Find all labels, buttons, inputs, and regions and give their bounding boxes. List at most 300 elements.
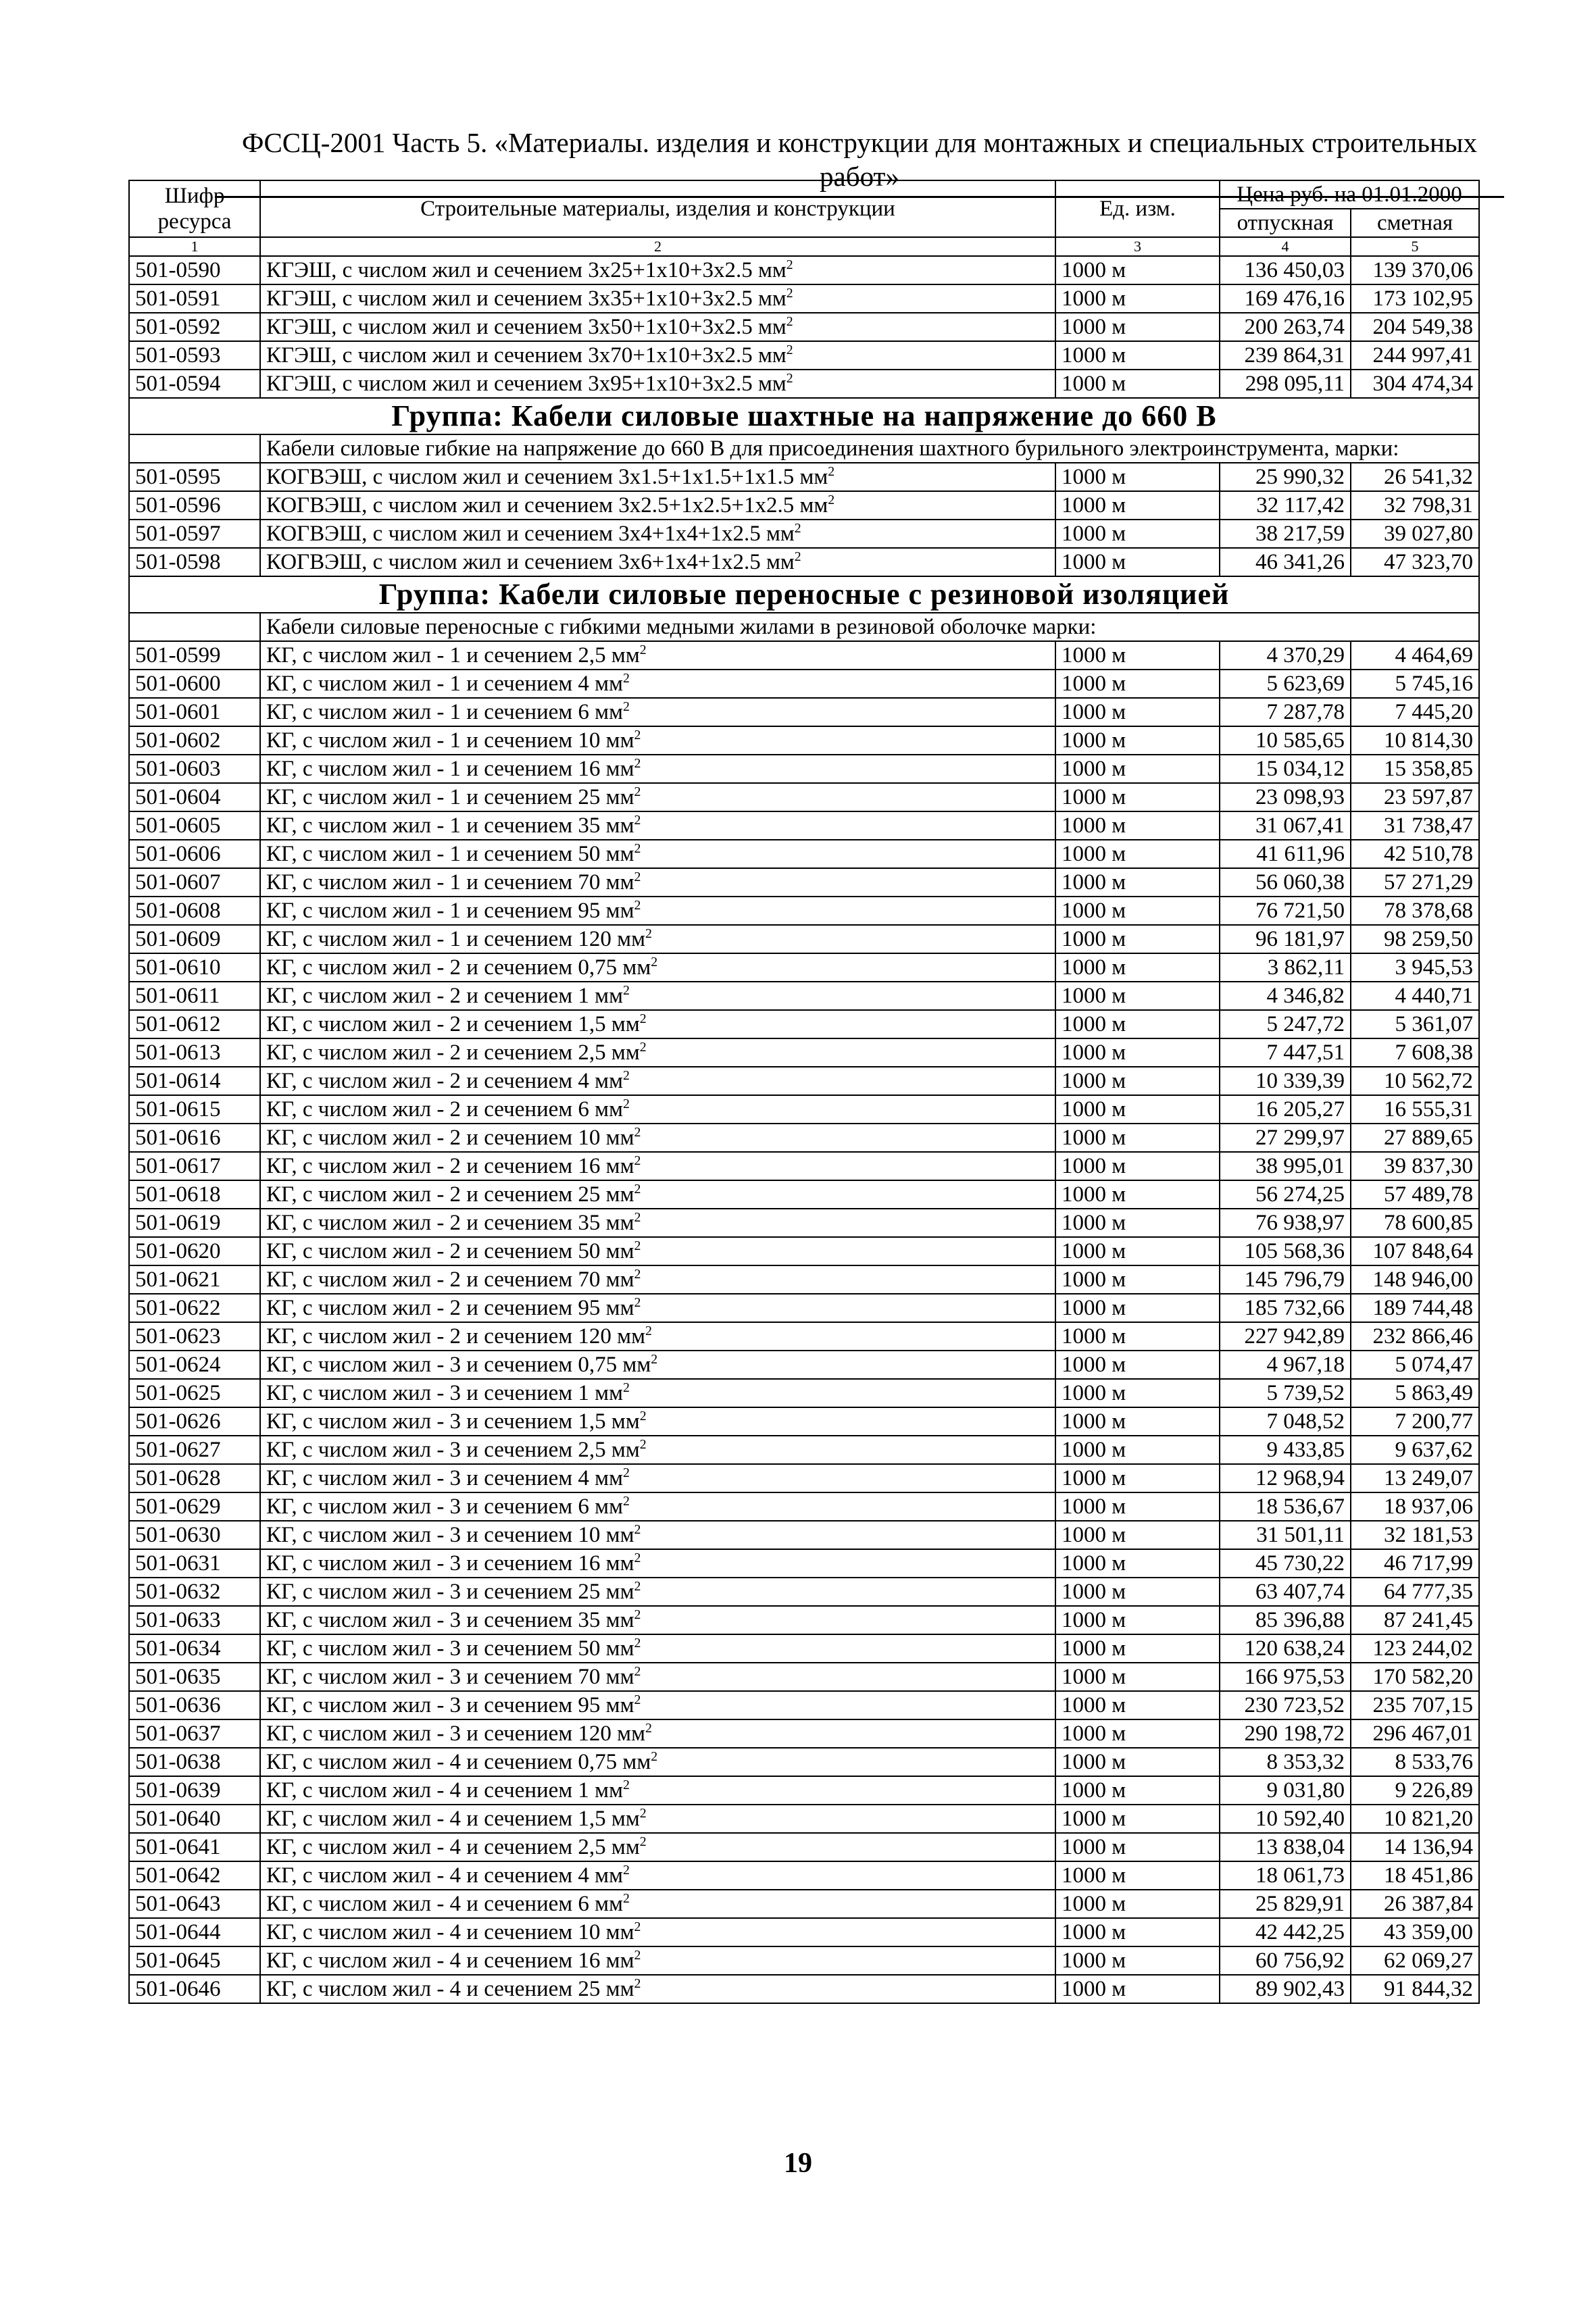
estimate-price: 87 241,45 [1351, 1606, 1479, 1634]
table-row [129, 1521, 1479, 1549]
resource-code: 501-0604 [129, 783, 260, 811]
release-price: 16 205,27 [1220, 1095, 1351, 1124]
release-price: 230 723,52 [1220, 1691, 1351, 1719]
section-kogvesh [129, 463, 1479, 576]
release-price: 89 902,43 [1220, 1975, 1351, 2003]
material-name: КГ, с числом жил - 3 и сечением 10 $мм^2$ [260, 1521, 1055, 1549]
unit: 1000 м [1055, 1010, 1220, 1038]
material-name: КГ, с числом жил - 1 и сечением 95 $мм^2$ [260, 897, 1055, 925]
unit: 1000 м [1055, 783, 1220, 811]
unit: 1000 м [1055, 1294, 1220, 1322]
unit: 1000 м [1055, 1691, 1220, 1719]
material-name: КГ, с числом жил - 4 и сечением 16 $мм^2$ [260, 1946, 1055, 1975]
estimate-price: 244 997,41 [1351, 341, 1479, 370]
superscript: 2 [622, 1494, 630, 1509]
estimate-price: 57 271,29 [1351, 868, 1479, 897]
unit: 1000 м [1055, 953, 1220, 982]
estimate-price: 189 744,48 [1351, 1294, 1479, 1322]
unit: 1000 м [1055, 1038, 1220, 1067]
table-row [129, 1209, 1479, 1237]
release-price: 4 967,18 [1220, 1351, 1351, 1379]
table-row [129, 783, 1479, 811]
unit: 1000 м [1055, 670, 1220, 698]
resource-code: 501-0602 [129, 726, 260, 755]
description-spacer [129, 434, 260, 463]
release-price: 32 117,42 [1220, 491, 1351, 520]
estimate-price: 78 378,68 [1351, 897, 1479, 925]
table-row [129, 1776, 1479, 1805]
resource-code: 501-0640 [129, 1805, 260, 1833]
material-name: КГ, с числом жил - 2 и сечением 0,75 $мм^2$ [260, 953, 1055, 982]
release-price: 18 061,73 [1220, 1861, 1351, 1890]
superscript: 2 [634, 756, 641, 771]
unit: 1000 м [1055, 256, 1220, 284]
resource-code: 501-0609 [129, 925, 260, 953]
unit: 1000 м [1055, 491, 1220, 520]
estimate-price: 5 361,07 [1351, 1010, 1479, 1038]
table-row [129, 1010, 1479, 1038]
estimate-price: 26 387,84 [1351, 1890, 1479, 1918]
resource-code: 501-0637 [129, 1719, 260, 1748]
group-description: Кабели силовые гибкие на напряжение до 660 В для присоединения шахтного бурильного электроинструмента, марки: [260, 434, 1479, 463]
superscript: 2 [639, 1011, 647, 1026]
release-price: 15 034,12 [1220, 755, 1351, 783]
table-row [129, 1578, 1479, 1606]
page-number: 19 [784, 2148, 812, 2179]
material-name: КГ, с числом жил - 3 и сечением 1 $мм^2$ [260, 1379, 1055, 1407]
superscript: 2 [622, 1778, 630, 1792]
superscript: 2 [634, 728, 641, 743]
release-price: 5 739,52 [1220, 1379, 1351, 1407]
release-price: 185 732,66 [1220, 1294, 1351, 1322]
resource-code: 501-0628 [129, 1464, 260, 1492]
table-row [129, 840, 1479, 868]
unit: 1000 м [1055, 840, 1220, 868]
resource-code: 501-0592 [129, 313, 260, 341]
material-name: КГ, с числом жил - 3 и сечением 2,5 $мм^2$ [260, 1436, 1055, 1464]
resource-code: 501-0619 [129, 1209, 260, 1237]
header-code: Шифр ресурса [129, 180, 260, 237]
release-price: 3 862,11 [1220, 953, 1351, 982]
unit: 1000 м [1055, 1124, 1220, 1152]
table-row [129, 1861, 1479, 1890]
release-price: 63 407,74 [1220, 1578, 1351, 1606]
superscript: 2 [828, 464, 835, 479]
unit: 1000 м [1055, 1890, 1220, 1918]
resource-code: 501-0627 [129, 1436, 260, 1464]
material-name: КГ, с числом жил - 1 и сечением 35 $мм^2$ [260, 811, 1055, 840]
material-name: КГ, с числом жил - 4 и сечением 6 $мм^2$ [260, 1890, 1055, 1918]
release-price: 10 585,65 [1220, 726, 1351, 755]
table-row [129, 1152, 1479, 1180]
superscript: 2 [622, 983, 630, 998]
unit: 1000 м [1055, 370, 1220, 398]
material-name: КГ, с числом жил - 3 и сечением 16 $мм^2$ [260, 1549, 1055, 1578]
table-row [129, 1663, 1479, 1691]
release-price: 166 975,53 [1220, 1663, 1351, 1691]
material-name: КГ, с числом жил - 4 и сечением 2,5 $мм^2$ [260, 1833, 1055, 1861]
superscript: 2 [622, 1863, 630, 1878]
material-name: КГ, с числом жил - 1 и сечением 6 $мм^2$ [260, 698, 1055, 726]
material-name: КГ, с числом жил - 3 и сечением 4 $мм^2$ [260, 1464, 1055, 1492]
release-price: 76 938,97 [1220, 1209, 1351, 1237]
material-name: КГЭШ, с числом жил и сечением 3х25+1х10+3х2.5 $мм^2$ [260, 256, 1055, 284]
unit: 1000 м [1055, 1265, 1220, 1294]
estimate-price: 16 555,31 [1351, 1095, 1479, 1124]
section-kg [129, 641, 1479, 2003]
estimate-price: 57 489,78 [1351, 1180, 1479, 1209]
table-row [129, 1038, 1479, 1067]
release-price: 56 060,38 [1220, 868, 1351, 897]
estimate-price: 10 821,20 [1351, 1805, 1479, 1833]
unit: 1000 м [1055, 811, 1220, 840]
superscript: 2 [634, 1125, 641, 1140]
material-name: КГ, с числом жил - 2 и сечением 70 $мм^2$ [260, 1265, 1055, 1294]
release-price: 4 346,82 [1220, 982, 1351, 1010]
release-price: 42 442,25 [1220, 1918, 1351, 1946]
header-price: Цена руб. на 01.01.2000 [1220, 180, 1479, 209]
table-row [129, 641, 1479, 670]
release-price: 25 829,91 [1220, 1890, 1351, 1918]
unit: 1000 м [1055, 1379, 1220, 1407]
material-name: КГ, с числом жил - 4 и сечением 10 $мм^2$ [260, 1918, 1055, 1946]
unit: 1000 м [1055, 755, 1220, 783]
table-row [129, 726, 1479, 755]
unit: 1000 м [1055, 1776, 1220, 1805]
unit: 1000 м [1055, 897, 1220, 925]
resource-code: 501-0590 [129, 256, 260, 284]
resource-code: 501-0617 [129, 1152, 260, 1180]
resource-code: 501-0639 [129, 1776, 260, 1805]
table-row [129, 953, 1479, 982]
superscript: 2 [634, 1579, 641, 1594]
estimate-price: 7 445,20 [1351, 698, 1479, 726]
unit: 1000 м [1055, 1833, 1220, 1861]
superscript: 2 [622, 1068, 630, 1083]
estimate-price: 5 863,49 [1351, 1379, 1479, 1407]
table-row [129, 1095, 1479, 1124]
release-price: 5 247,72 [1220, 1010, 1351, 1038]
release-price: 85 396,88 [1220, 1606, 1351, 1634]
resource-code: 501-0608 [129, 897, 260, 925]
material-name: КГ, с числом жил - 3 и сечением 95 $мм^2$ [260, 1691, 1055, 1719]
table-row [129, 1124, 1479, 1152]
superscript: 2 [639, 643, 647, 657]
release-price: 46 341,26 [1220, 548, 1351, 576]
resource-code: 501-0638 [129, 1748, 260, 1776]
material-name: КГ, с числом жил - 1 и сечением 50 $мм^2$ [260, 840, 1055, 868]
column-number: 2 [260, 237, 1055, 256]
header-estimate: сметная [1351, 209, 1479, 237]
material-name: КГ, с числом жил - 4 и сечением 25 $мм^2$ [260, 1975, 1055, 2003]
unit: 1000 м [1055, 284, 1220, 313]
resource-code: 501-0612 [129, 1010, 260, 1038]
unit: 1000 м [1055, 1663, 1220, 1691]
group-description: Кабели силовые переносные с гибкими медными жилами в резиновой оболочке марки: [260, 613, 1479, 641]
release-price: 12 968,94 [1220, 1464, 1351, 1492]
resource-code: 501-0614 [129, 1067, 260, 1095]
resource-code: 501-0591 [129, 284, 260, 313]
superscript: 2 [622, 1097, 630, 1111]
superscript: 2 [634, 1551, 641, 1565]
table-row [129, 811, 1479, 840]
resource-code: 501-0615 [129, 1095, 260, 1124]
material-name: КГ, с числом жил - 3 и сечением 0,75 $мм^2$ [260, 1351, 1055, 1379]
estimate-price: 18 937,06 [1351, 1492, 1479, 1521]
release-price: 13 838,04 [1220, 1833, 1351, 1861]
estimate-price: 27 889,65 [1351, 1124, 1479, 1152]
release-price: 290 198,72 [1220, 1719, 1351, 1748]
material-name: КГ, с числом жил - 1 и сечением 16 $мм^2$ [260, 755, 1055, 783]
resource-code: 501-0641 [129, 1833, 260, 1861]
estimate-price: 148 946,00 [1351, 1265, 1479, 1294]
material-name: КГ, с числом жил - 4 и сечением 0,75 $мм^2$ [260, 1748, 1055, 1776]
release-price: 105 568,36 [1220, 1237, 1351, 1265]
resource-code: 501-0605 [129, 811, 260, 840]
resource-code: 501-0595 [129, 463, 260, 491]
table-row [129, 1407, 1479, 1436]
superscript: 2 [786, 286, 793, 301]
superscript: 2 [786, 257, 793, 272]
table-row [129, 1464, 1479, 1492]
superscript: 2 [651, 1352, 658, 1367]
table-row [129, 1975, 1479, 2003]
material-name: КГЭШ, с числом жил и сечением 3х35+1х10+3х2.5 $мм^2$ [260, 284, 1055, 313]
superscript: 2 [786, 343, 793, 357]
table-row [129, 1265, 1479, 1294]
material-name: КОГВЭШ, с числом жил и сечением 3х1.5+1х1.5+1х1.5 $мм^2$ [260, 463, 1055, 491]
table-row [129, 1634, 1479, 1663]
release-price: 38 995,01 [1220, 1152, 1351, 1180]
resource-code: 501-0630 [129, 1521, 260, 1549]
table-row [129, 868, 1479, 897]
table-row [129, 1691, 1479, 1719]
unit: 1000 м [1055, 548, 1220, 576]
release-price: 9 031,80 [1220, 1776, 1351, 1805]
estimate-price: 123 244,02 [1351, 1634, 1479, 1663]
superscript: 2 [634, 1948, 641, 1963]
resource-code: 501-0593 [129, 341, 260, 370]
unit: 1000 м [1055, 1861, 1220, 1890]
unit: 1000 м [1055, 1237, 1220, 1265]
price-table [128, 180, 1480, 2004]
unit: 1000 м [1055, 1095, 1220, 1124]
superscript: 2 [645, 926, 652, 941]
resource-code: 501-0633 [129, 1606, 260, 1634]
resource-code: 501-0610 [129, 953, 260, 982]
material-name: КГ, с числом жил - 2 и сечением 2,5 $мм^2$ [260, 1038, 1055, 1067]
release-price: 7 287,78 [1220, 698, 1351, 726]
material-name: КГ, с числом жил - 1 и сечением 70 $мм^2$ [260, 868, 1055, 897]
estimate-price: 9 637,62 [1351, 1436, 1479, 1464]
release-price: 7 048,52 [1220, 1407, 1351, 1436]
estimate-price: 13 249,07 [1351, 1464, 1479, 1492]
superscript: 2 [634, 1267, 641, 1282]
superscript: 2 [634, 1692, 641, 1707]
table-row [129, 1180, 1479, 1209]
unit: 1000 м [1055, 1946, 1220, 1975]
resource-code: 501-0620 [129, 1237, 260, 1265]
table-row [129, 1549, 1479, 1578]
resource-code: 501-0629 [129, 1492, 260, 1521]
table-row [129, 1492, 1479, 1521]
estimate-price: 42 510,78 [1351, 840, 1479, 868]
release-price: 31 067,41 [1220, 811, 1351, 840]
release-price: 298 095,11 [1220, 370, 1351, 398]
material-name: КГЭШ, с числом жил и сечением 3х50+1х10+3х2.5 $мм^2$ [260, 313, 1055, 341]
resource-code: 501-0635 [129, 1663, 260, 1691]
unit: 1000 м [1055, 1634, 1220, 1663]
estimate-price: 7 608,38 [1351, 1038, 1479, 1067]
table-row [129, 1436, 1479, 1464]
material-name: КГ, с числом жил - 3 и сечением 6 $мм^2$ [260, 1492, 1055, 1521]
release-price: 31 501,11 [1220, 1521, 1351, 1549]
superscript: 2 [634, 1153, 641, 1168]
material-name: КГ, с числом жил - 2 и сечением 6 $мм^2$ [260, 1095, 1055, 1124]
header-name: Строительные материалы, изделия и конструкции [260, 180, 1055, 237]
table-row [129, 1833, 1479, 1861]
resource-code: 501-0613 [129, 1038, 260, 1067]
estimate-price: 46 717,99 [1351, 1549, 1479, 1578]
group-portable-cables [129, 576, 1479, 641]
release-price: 227 942,89 [1220, 1322, 1351, 1351]
material-name: КГ, с числом жил - 2 и сечением 50 $мм^2$ [260, 1237, 1055, 1265]
estimate-price: 232 866,46 [1351, 1322, 1479, 1351]
estimate-price: 5 745,16 [1351, 670, 1479, 698]
estimate-price: 10 814,30 [1351, 726, 1479, 755]
material-name: КГЭШ, с числом жил и сечением 3х95+1х10+3х2.5 $мм^2$ [260, 370, 1055, 398]
unit: 1000 м [1055, 1322, 1220, 1351]
estimate-price: 32 181,53 [1351, 1521, 1479, 1549]
release-price: 145 796,79 [1220, 1265, 1351, 1294]
estimate-price: 43 359,00 [1351, 1918, 1479, 1946]
table-row [129, 698, 1479, 726]
table-row [129, 370, 1479, 398]
release-price: 25 990,32 [1220, 463, 1351, 491]
unit: 1000 м [1055, 1407, 1220, 1436]
column-number: 4 [1220, 237, 1351, 256]
table-row [129, 1918, 1479, 1946]
table-row [129, 1719, 1479, 1748]
material-name: КГ, с числом жил - 2 и сечением 35 $мм^2$ [260, 1209, 1055, 1237]
material-name: КГ, с числом жил - 2 и сечением 16 $мм^2$ [260, 1152, 1055, 1180]
resource-code: 501-0636 [129, 1691, 260, 1719]
estimate-price: 78 600,85 [1351, 1209, 1479, 1237]
table-row [129, 520, 1479, 548]
resource-code: 501-0626 [129, 1407, 260, 1436]
estimate-price: 62 069,27 [1351, 1946, 1479, 1975]
release-price: 200 263,74 [1220, 313, 1351, 341]
release-price: 96 181,97 [1220, 925, 1351, 953]
table-row [129, 670, 1479, 698]
column-number: 1 [129, 237, 260, 256]
resource-code: 501-0642 [129, 1861, 260, 1890]
resource-code: 501-0597 [129, 520, 260, 548]
material-name: КГ, с числом жил - 1 и сечением 2,5 $мм^2$ [260, 641, 1055, 670]
unit: 1000 м [1055, 1975, 1220, 2003]
superscript: 2 [634, 1976, 641, 1991]
estimate-price: 7 200,77 [1351, 1407, 1479, 1436]
superscript: 2 [634, 1636, 641, 1651]
estimate-price: 139 370,06 [1351, 256, 1479, 284]
superscript: 2 [634, 841, 641, 856]
release-price: 120 638,24 [1220, 1634, 1351, 1663]
material-name: КГ, с числом жил - 2 и сечением 4 $мм^2$ [260, 1067, 1055, 1095]
table-row [129, 548, 1479, 576]
release-price: 8 353,32 [1220, 1748, 1351, 1776]
resource-code: 501-0631 [129, 1549, 260, 1578]
estimate-price: 31 738,47 [1351, 811, 1479, 840]
unit: 1000 м [1055, 1606, 1220, 1634]
superscript: 2 [634, 1522, 641, 1537]
unit: 1000 м [1055, 313, 1220, 341]
column-number: 3 [1055, 237, 1220, 256]
material-name: КОГВЭШ, с числом жил и сечением 3х4+1х4+1х2.5 $мм^2$ [260, 520, 1055, 548]
section-kgesh [129, 256, 1479, 398]
resource-code: 501-0596 [129, 491, 260, 520]
unit: 1000 м [1055, 982, 1220, 1010]
estimate-price: 3 945,53 [1351, 953, 1479, 982]
unit: 1000 м [1055, 1805, 1220, 1833]
material-name: КГ, с числом жил - 1 и сечением 4 $мм^2$ [260, 670, 1055, 698]
resource-code: 501-0644 [129, 1918, 260, 1946]
estimate-price: 10 562,72 [1351, 1067, 1479, 1095]
table-row [129, 925, 1479, 953]
resource-code: 501-0598 [129, 548, 260, 576]
material-name: КГ, с числом жил - 2 и сечением 25 $мм^2$ [260, 1180, 1055, 1209]
release-price: 27 299,97 [1220, 1124, 1351, 1152]
estimate-price: 91 844,32 [1351, 1975, 1479, 2003]
resource-code: 501-0625 [129, 1379, 260, 1407]
unit: 1000 м [1055, 1492, 1220, 1521]
superscript: 2 [634, 1238, 641, 1253]
resource-code: 501-0623 [129, 1322, 260, 1351]
estimate-price: 64 777,35 [1351, 1578, 1479, 1606]
superscript: 2 [639, 1040, 647, 1055]
unit: 1000 м [1055, 726, 1220, 755]
estimate-price: 107 848,64 [1351, 1237, 1479, 1265]
material-name: КГ, с числом жил - 2 и сечением 120 $мм^2$ [260, 1322, 1055, 1351]
superscript: 2 [634, 1210, 641, 1225]
superscript: 2 [639, 1834, 647, 1849]
material-name: КГ, с числом жил - 3 и сечением 120 $мм^2$ [260, 1719, 1055, 1748]
estimate-price: 23 597,87 [1351, 783, 1479, 811]
material-name: КГ, с числом жил - 1 и сечением 25 $мм^2$ [260, 783, 1055, 811]
superscript: 2 [651, 955, 658, 970]
resource-code: 501-0601 [129, 698, 260, 726]
release-price: 56 274,25 [1220, 1180, 1351, 1209]
superscript: 2 [634, 784, 641, 799]
release-price: 45 730,22 [1220, 1549, 1351, 1578]
release-price: 239 864,31 [1220, 341, 1351, 370]
resource-code: 501-0634 [129, 1634, 260, 1663]
estimate-price: 204 549,38 [1351, 313, 1479, 341]
material-name: КГ, с числом жил - 4 и сечением 1 $мм^2$ [260, 1776, 1055, 1805]
estimate-price: 235 707,15 [1351, 1691, 1479, 1719]
resource-code: 501-0618 [129, 1180, 260, 1209]
superscript: 2 [622, 671, 630, 686]
superscript: 2 [639, 1409, 647, 1424]
estimate-price: 296 467,01 [1351, 1719, 1479, 1748]
resource-code: 501-0599 [129, 641, 260, 670]
table-row [129, 1067, 1479, 1095]
estimate-price: 14 136,94 [1351, 1833, 1479, 1861]
group-title: Группа: Кабели силовые шахтные на напряжение до 660 В [129, 398, 1479, 434]
unit: 1000 м [1055, 1152, 1220, 1180]
estimate-price: 15 358,85 [1351, 755, 1479, 783]
table-row [129, 755, 1479, 783]
release-price: 5 623,69 [1220, 670, 1351, 698]
